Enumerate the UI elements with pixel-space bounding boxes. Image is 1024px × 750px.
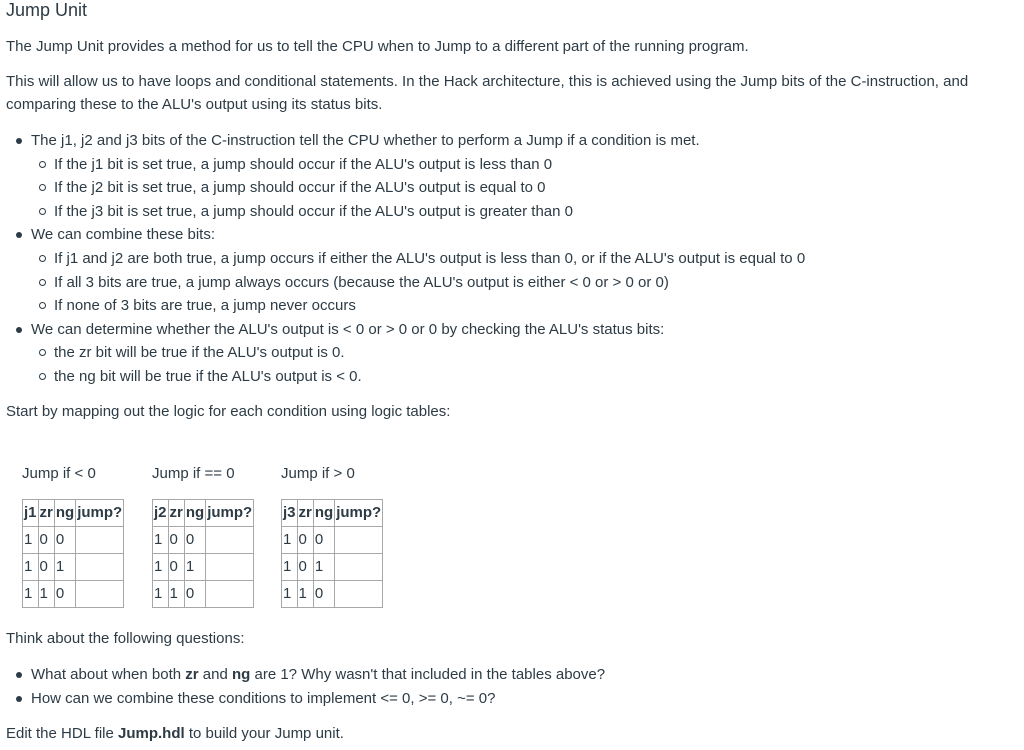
table-row <box>282 527 383 554</box>
table-cell: 0 <box>168 527 184 554</box>
sub-list-item: If the j3 bit is set true, a jump should occur if the ALU's output is greater than 0 <box>6 200 1006 224</box>
table-header: zr <box>297 500 313 527</box>
table-cell: 1 <box>282 527 298 554</box>
table-row <box>282 554 383 581</box>
question-text: and <box>198 666 232 683</box>
sub-list-item: If the j1 bit is set true, a jump should occur if the ALU's output is less than 0 <box>6 153 1006 177</box>
list-item <box>6 223 1006 317</box>
table-cell: 1 <box>38 581 54 608</box>
table-cell: 0 <box>297 527 313 554</box>
table-cell: 0 <box>54 581 75 608</box>
table-cell <box>76 554 124 581</box>
table-header: jump? <box>76 500 124 527</box>
table-cell: 1 <box>23 527 39 554</box>
table-cell: 1 <box>168 581 184 608</box>
table-cell: 0 <box>168 554 184 581</box>
table-row <box>23 527 124 554</box>
table-cell: 1 <box>184 554 205 581</box>
table-header: zr <box>168 500 184 527</box>
sub-list-item: the zr bit will be true if the ALU's output is 0. <box>6 341 1006 365</box>
bullet-text: We can combine these bits: <box>31 226 215 244</box>
sub-list <box>31 247 1006 318</box>
bullet-text: The j1, j2 and j3 bits of the C-instruction tell the CPU whether to perform a Jump if a condition is met. <box>31 132 700 149</box>
table-cell: 0 <box>184 527 205 554</box>
table-cell: 0 <box>297 554 313 581</box>
list-item <box>6 129 1006 223</box>
bullet-list <box>6 129 1006 389</box>
table-cell: 1 <box>23 554 39 581</box>
table-caption: Jump if == 0 <box>152 465 235 482</box>
intro-paragraph-2: This will allow us to have loops and conditional statements. In the Hack architecture, this is achieved using the Jump bits of the C-instruction, and comparing these to the ALU's output using its status bits. <box>6 73 969 113</box>
logic-table <box>22 499 124 608</box>
table-header: j3 <box>282 500 298 527</box>
table-cell: 0 <box>313 527 334 554</box>
list-item <box>6 663 1006 687</box>
table-cell: 0 <box>54 527 75 554</box>
table-cell: 1 <box>54 554 75 581</box>
intro-paragraph-1: The Jump Unit provides a method for us to tell the CPU when to Jump to a different part of the running program. <box>6 38 749 55</box>
table-cell <box>76 527 124 554</box>
table-row <box>282 581 383 608</box>
edit-paragraph <box>6 722 344 745</box>
bullet-text: We can determine whether the ALU's output is < 0 or > 0 or 0 by checking the ALU's status bits: <box>31 320 665 338</box>
table-cell: 1 <box>23 581 39 608</box>
table-row <box>153 554 254 581</box>
question-text: What about when both <box>31 666 186 683</box>
table-row <box>153 527 254 554</box>
think-paragraph: Think about the following questions: <box>6 630 245 647</box>
page-title: Jump Unit <box>6 0 88 20</box>
edit-text: Edit the HDL file <box>6 725 118 742</box>
table-header: ng <box>184 500 205 527</box>
table-header: ng <box>54 500 75 527</box>
mapping-paragraph: Start by mapping out the logic for each condition using logic tables: <box>6 403 451 420</box>
table-caption: Jump if > 0 <box>281 465 355 482</box>
table-cell <box>76 581 124 608</box>
table-row <box>153 581 254 608</box>
table-header: j1 <box>23 500 39 527</box>
list-item <box>6 318 1006 389</box>
table-cell: 0 <box>184 581 205 608</box>
bold-term: ng <box>232 666 251 683</box>
table-cell: 0 <box>38 554 54 581</box>
table-cell: 0 <box>313 581 334 608</box>
sub-list-item: If the j2 bit is set true, a jump should occur if the ALU's output is equal to 0 <box>6 176 1006 200</box>
bold-term: zr <box>185 666 199 683</box>
table-cell: 1 <box>282 554 298 581</box>
table-header: zr <box>38 500 54 527</box>
question-text: are 1? Why wasn't that included in the tables above? <box>250 666 606 683</box>
sub-list-item: If j1 and j2 are both true, a jump occurs if either the ALU's output is less than 0, or if the ALU's output is equal to 0 <box>6 247 1006 271</box>
edit-text: to build your Jump unit. <box>184 725 344 742</box>
question-list <box>6 663 1006 710</box>
table-cell <box>335 527 383 554</box>
sub-list-item: If all 3 bits are true, a jump always occurs (because the ALU's output is either < 0 or > 0 or 0) <box>6 271 1006 295</box>
sub-list <box>31 153 1006 224</box>
table-header-row <box>23 500 124 527</box>
table-cell <box>335 581 383 608</box>
table-cell <box>206 581 254 608</box>
file-name: Jump.hdl <box>118 725 185 742</box>
table-header: jump? <box>335 500 383 527</box>
sub-list-item: the ng bit will be true if the ALU's output is < 0. <box>6 365 1006 389</box>
table-cell: 1 <box>313 554 334 581</box>
table-header: j2 <box>153 500 169 527</box>
table-cell: 1 <box>153 527 169 554</box>
table-caption: Jump if < 0 <box>22 465 96 482</box>
table-row <box>23 554 124 581</box>
table-header-row <box>153 500 254 527</box>
table-cell: 1 <box>297 581 313 608</box>
table-header: jump? <box>206 500 254 527</box>
table-cell <box>206 527 254 554</box>
sub-list-item: If none of 3 bits are true, a jump never occurs <box>6 294 1006 318</box>
table-header: ng <box>313 500 334 527</box>
sub-list <box>31 341 1006 388</box>
table-row <box>23 581 124 608</box>
table-cell: 0 <box>38 527 54 554</box>
table-cell <box>206 554 254 581</box>
table-cell: 1 <box>153 554 169 581</box>
logic-table <box>152 499 254 608</box>
table-cell: 1 <box>282 581 298 608</box>
table-cell: 1 <box>153 581 169 608</box>
list-item: How can we combine these conditions to implement <= 0, >= 0, ~= 0? <box>6 687 1006 711</box>
table-header-row <box>282 500 383 527</box>
table-cell <box>335 554 383 581</box>
logic-table <box>281 499 383 608</box>
